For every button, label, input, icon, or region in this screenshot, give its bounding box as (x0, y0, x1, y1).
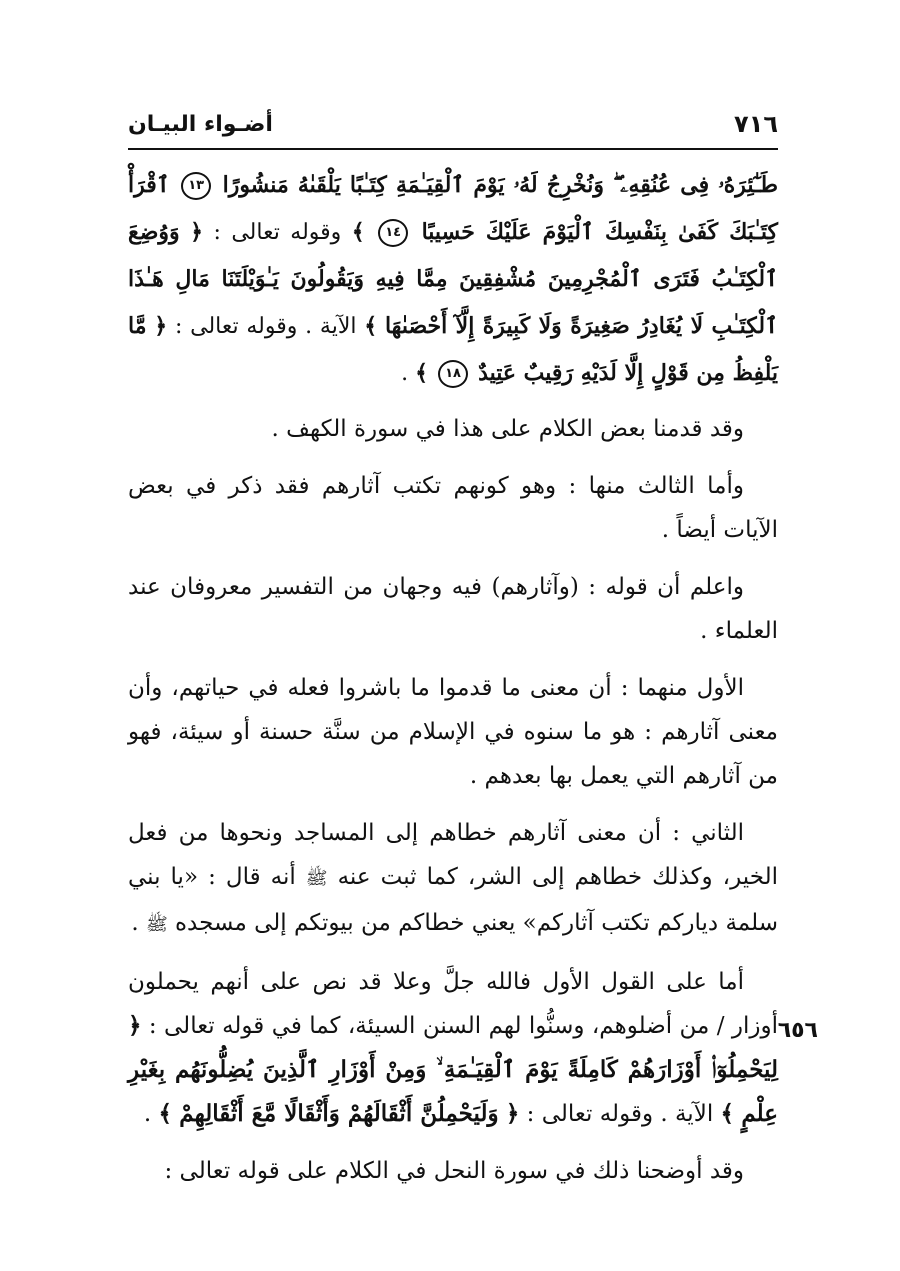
salutation-glyph: ﷺ (145, 914, 168, 935)
period: . (143, 1101, 152, 1127)
quran-verse-text: لِيَحْمِلُوٓا۟ أَوْزَارَهُمْ كَامِلَةً يَوْمَ ٱلْقِيَـٰمَةِ ۙ وَمِنْ أَوْزَارِ ٱلَّذِينَ يُضِلُّونَهُم بِغَيْرِ عِلْمٍ (128, 1056, 778, 1127)
quran-bracket: ﴾ (720, 1100, 735, 1127)
quran-bracket: ﴾ (351, 219, 365, 245)
quran-verse-text: وَلَيَحْمِلُنَّ أَثْقَالَهُمْ وَأَثْقَالًا مَّعَ أَثْقَالِهِمْ (179, 1100, 499, 1127)
connector-text: الآية . وقوله تعالى : (519, 1101, 714, 1127)
quran-verses-block (128, 162, 778, 397)
paragraph-6 (128, 960, 778, 1136)
book-title: أضـواء البيـان (128, 112, 273, 137)
paragraph-7: وقد أوضحنا ذلك في سورة النحل في الكلام على قوله تعالى : (164, 1158, 744, 1184)
quran-verse-text: وَوُضِعَ ٱلْكِتَـٰبُ فَتَرَى ٱلْمُجْرِمِينَ مُشْفِقِينَ مِمَّا فِيهِ وَيَقُولُونَ يَـٰوَيْلَتَنَا مَالِ هَـٰذَا ٱلْكِتَـٰبِ لَا يُغَادِرُ صَغِيرَةً وَلَا كَبِيرَةً إِلَّآ أَحْصَىٰهَا (128, 219, 778, 339)
paragraph-1: وقد قدمنا بعض الكلام على هذا في سورة الكهف . (271, 416, 744, 442)
quran-bracket: ﴿ (190, 219, 203, 245)
quran-verse-text: ٱقْرَأْ كِتَـٰبَكَ كَفَىٰ بِنَفْسِكَ ٱلْيَوْمَ عَلَيْكَ حَسِيبًا (128, 172, 778, 245)
ayah-number-marker: ١٣ (181, 172, 211, 200)
quran-bracket: ﴾ (158, 1100, 172, 1127)
connector-text: وقوله تعالى : (213, 220, 342, 245)
quran-bracket: ﴿ (154, 313, 168, 339)
page-header (128, 104, 778, 150)
quran-bracket: ﴾ (364, 313, 378, 339)
quran-bracket: ﴿ (505, 1100, 520, 1127)
paragraph-2: وأما الثالث منها : وهو كونهم تكتب آثارهم فقد ذكر في بعض الآيات أيضاً . (128, 473, 778, 543)
page-body (128, 162, 778, 1206)
salutation-glyph: ﷺ (305, 868, 328, 889)
page-number: ٧١٦ (734, 110, 778, 138)
margin-page-marker: ٦٥٦ (777, 1018, 818, 1043)
paragraph-5 (128, 811, 778, 947)
ayah-number-marker: ١٨ (438, 360, 468, 388)
paragraph-4: الأول منهما : أن معنى ما قدموا ما باشروا فعله في حياتهم، وأن معنى آثارهم : هو ما سنوه في الإسلام من سنَّة حسنة أو سيئة، فهو من آثارهم التي يعمل بها بعدهم . (128, 675, 778, 789)
paragraph-5-text: الثاني : أن معنى آثارهم خطاهم إلى المساجد ونحوها من فعل الخير، وكذلك خطاهم إلى الشر، كما ثبت عنه (128, 820, 778, 890)
period: . (131, 910, 146, 936)
quran-verse-text: طَـٰٓئِرَهُۥ فِى عُنُقِهِۦ ۖ وَنُخْرِجُ لَهُۥ يَوْمَ ٱلْقِيَـٰمَةِ كِتَـٰبًا يَلْقَىٰهُ مَنشُورًا (222, 172, 778, 198)
paragraph-5-text: أنه قال : «يا بني سلمة دياركم تكتب آثاركم» يعني خطاكم من بيوتكم إلى مسجده (128, 864, 778, 936)
ayah-number-marker: ١٤ (378, 219, 408, 247)
quran-bracket: ﴿ (128, 1012, 142, 1039)
paragraph-3: واعلم أن قوله : (وآثارهم) فيه وجهان من التفسير معروفان عند العلماء . (128, 574, 778, 644)
paragraph-6-text: أما على القول الأول فالله جلَّ وعلا قد نص على أنهم يحملون أوزار / من أضلوهم، وسنُّوا لهم السنن السيئة، كما في قوله تعالى : (128, 969, 778, 1039)
period: . (401, 361, 409, 386)
connector-text: الآية . وقوله تعالى : (174, 314, 357, 339)
quran-verse-text: مَّا يَلْفِظُ مِن قَوْلٍ إِلَّا لَدَيْهِ رَقِيبٌ عَتِيدٌ (128, 313, 778, 386)
quran-bracket: ﴾ (415, 360, 429, 386)
